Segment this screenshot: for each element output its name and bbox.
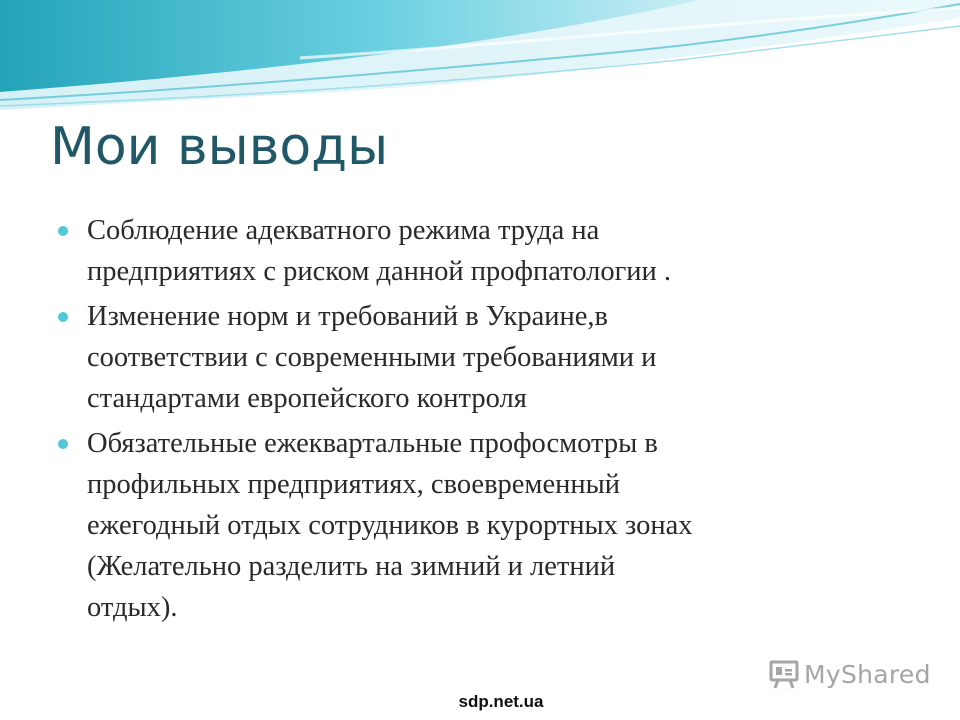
bullet-text: Изменение норм и требований в Украине,в соответствии с современными требованиями и стандартами европейского контроля: [87, 301, 657, 414]
watermark-label: MyShared: [804, 659, 931, 689]
bullet-text: Обязательные ежеквартальные профосмотры в профильных предприятиях, своевременный ежегодный отдых сотрудников в курортных зонах (Желательно разделить на зимний и летний отдых).: [87, 428, 693, 623]
bullet-item: [58, 296, 888, 419]
bullet-marker-icon: [58, 226, 68, 236]
presentation-board-icon: [768, 658, 800, 690]
slide-title: Мои выводы: [50, 117, 389, 177]
myshared-watermark: [768, 656, 931, 692]
bullet-list: [58, 210, 888, 632]
bullet-marker-icon: [58, 312, 68, 322]
bullet-marker-icon: [58, 439, 68, 449]
bullet-item: [58, 210, 888, 292]
bullet-item: [58, 423, 888, 628]
bullet-text: Соблюдение адекватного режима труда на предприятиях с риском данной профпатологии .: [87, 215, 672, 287]
source-site-label: sdp.net.ua: [458, 692, 544, 711]
